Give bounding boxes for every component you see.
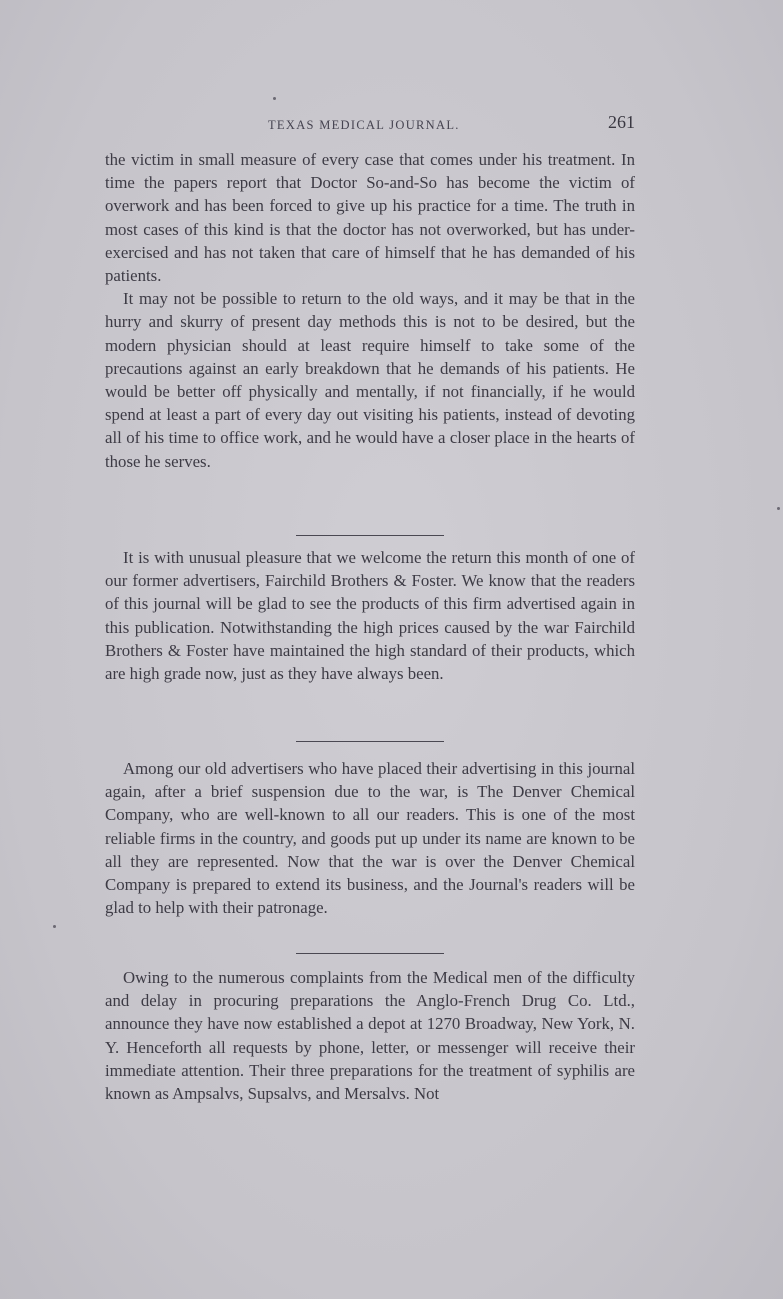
running-head: TEXAS MEDICAL JOURNAL. xyxy=(268,118,460,132)
article-body-1 xyxy=(105,148,635,473)
section-divider xyxy=(296,535,444,536)
section-divider xyxy=(296,741,444,742)
speck-mark xyxy=(777,507,780,510)
section-divider xyxy=(296,953,444,954)
speck-mark xyxy=(53,925,56,928)
paragraph: It may not be possible to return to the old ways, and it may be that in the hurry and skurry of present day methods this is not to be desired, but the modern physician should at least require himself to take some of the precautions against an early breakdown that he demands of his patients. He would be better off physically and mentally, if not financially, if he would spend at least a part of every day out visiting his patients, instead of devoting all of his time to office work, and he would have a closer place in the hearts of those he serves. xyxy=(105,289,635,471)
paragraph: It is with unusual pleasure that we welcome the return this month of one of our former advertisers, Fairchild Brothers & Foster. We know that the readers of this journal will be glad to see the products of this firm advertised again in this publication. Notwithstanding the high prices caused by the war Fairchild Brothers & Foster have maintained the high standard of their products, which are high grade now, just as they have always been. xyxy=(105,548,635,684)
page-number: 261 xyxy=(608,112,635,132)
notice-fairchild xyxy=(105,546,635,685)
notice-denver-chemical xyxy=(105,757,635,919)
page-header xyxy=(105,112,635,136)
paragraph: Owing to the numerous complaints from the Medical men of the difficulty and delay in procuring preparations the Anglo-French Drug Co. Ltd., announce they have now established a depot at 1270 Broadway, New York, N. Y. Henceforth all requests by phone, letter, or messenger will receive their immediate attention. Their three preparations for the treatment of syphilis are known as Ampsalvs, Supsalvs, and Mersalvs. Not xyxy=(105,968,635,1104)
paragraph: Among our old advertisers who have placed their advertising in this journal again, after a brief suspension due to the war, is The Denver Chemical Company, who are well-known to all our readers. This is one of the most reliable firms in the country, and goods put up under its name are known to be all they are represented. Now that the war is over the Denver Chemical Company is prepared to extend its business, and the Journal's readers will be glad to help with their patronage. xyxy=(105,759,635,918)
notice-anglo-french xyxy=(105,966,635,1105)
speck-mark xyxy=(273,97,276,100)
paragraph: the victim in small measure of every case that comes under his treatment. In time the papers report that Doctor So-and-So has become the victim of overwork and has been forced to give up his practice for a time. The truth in most cases of this kind is that the doctor has not overworked, but has under-exercised and has not taken that care of himself that he has demanded of his patients. xyxy=(105,150,635,286)
